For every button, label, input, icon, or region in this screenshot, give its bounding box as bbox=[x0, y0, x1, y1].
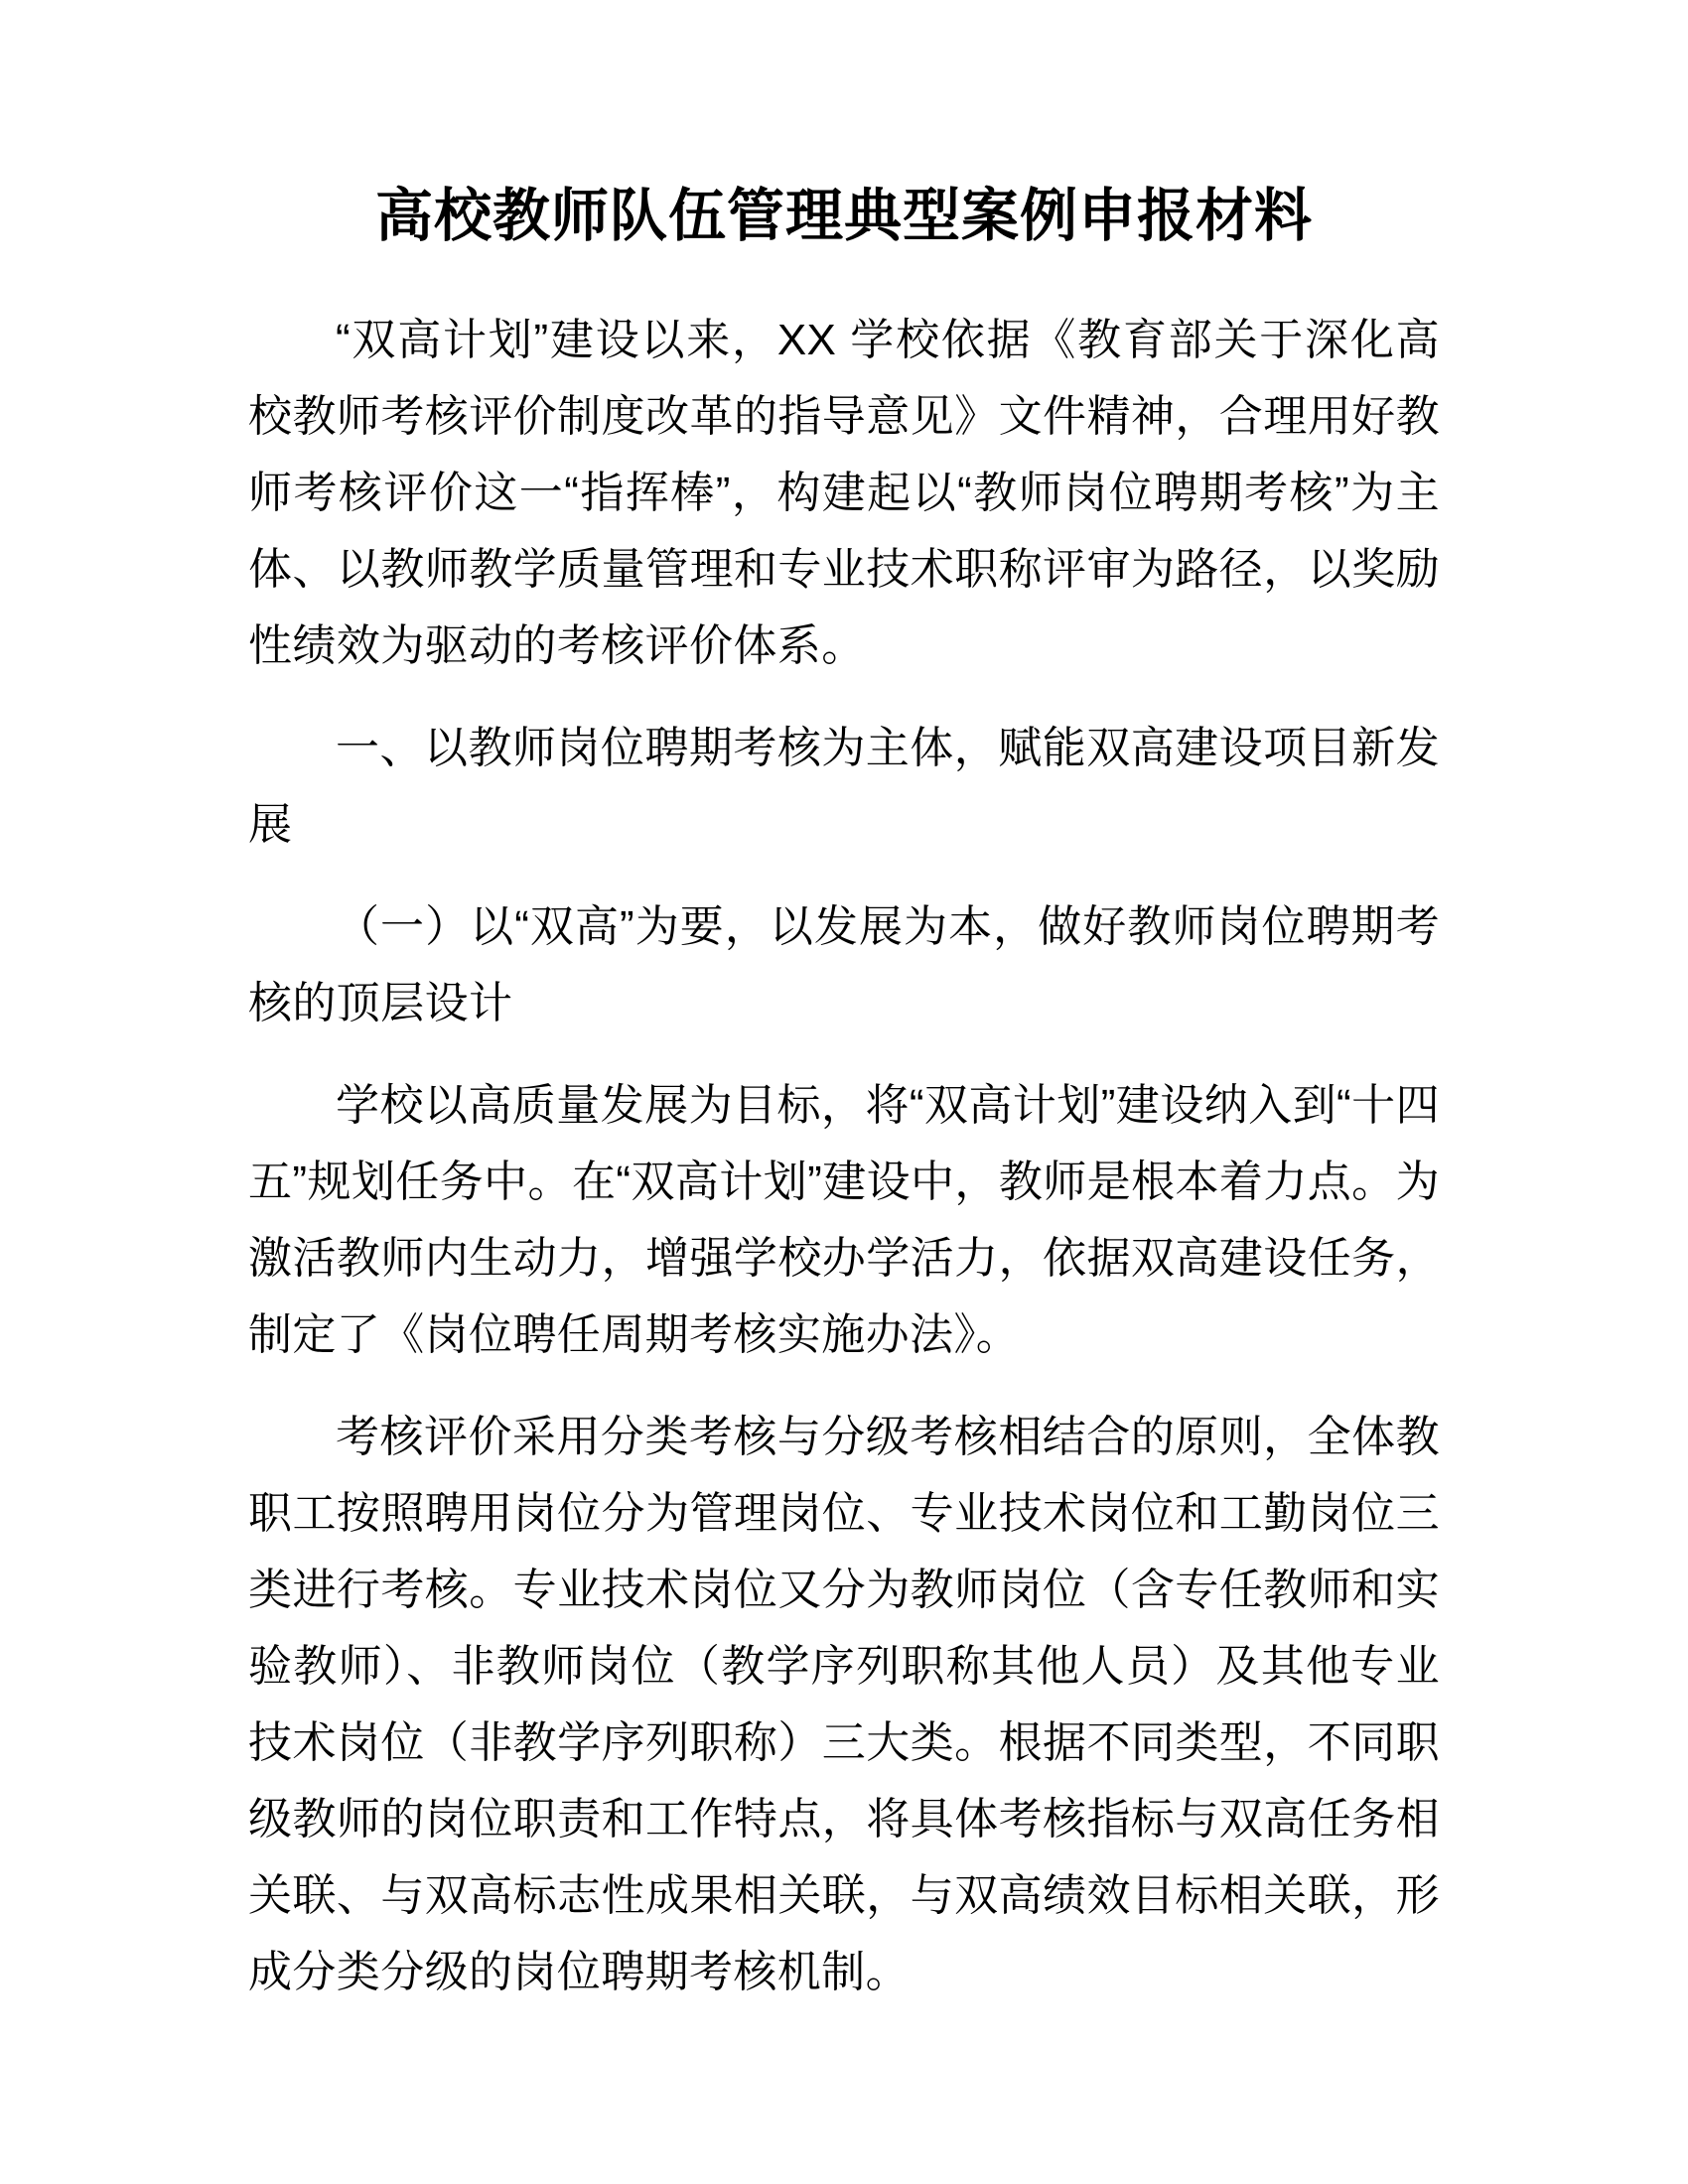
document-title: 高校教师队伍管理典型案例申报材料 bbox=[374, 184, 1313, 248]
paragraph-intro: “双高计划”建设以来，XX 学校依据《教育部关于深化高校教师考核评价制度改革的指导意见》文件精神，合理用好教师考核评价这一“指挥棒”，构建起以“教师岗位聘期考核”为主体、以教师教学质量管理和专业技术职称评审为路径，以奖励性绩效为驱动的考核评价体系。 bbox=[248, 316, 1440, 670]
paragraph-top-level-design: 学校以高质量发展为目标，将“双高计划”建设纳入到“十四五”规划任务中。在“双高计划”建设中，教师是根本着力点。为激活教师内生动力，增强学校办学活力，依据双高建设任务，制定了《岗位聘任周期考核实施办法》。 bbox=[248, 1081, 1440, 1359]
paragraph-classified-assessment: 考核评价采用分类考核与分级考核相结合的原则，全体教职工按照聘用岗位分为管理岗位、专业技术岗位和工勤岗位三类进行考核。专业技术岗位又分为教师岗位（含专任教师和实验教师）、非教师岗位（教学序列职称其他人员）及其他专业技术岗位（非教学序列职称）三大类。根据不同类型，不同职级教师的岗位职责和工作特点，将具体考核指标与双高任务相关联、与双高标志性成果相关联，与双高绩效目标相关联，形成分类分级的岗位聘期考核机制。 bbox=[248, 1413, 1440, 1996]
section-heading-1: 一、以教师岗位聘期考核为主体，赋能双高建设项目新发展 bbox=[248, 724, 1440, 849]
subsection-heading-1-1: （一）以“双高”为要，以发展为本，做好教师岗位聘期考核的顶层设计 bbox=[248, 902, 1440, 1027]
